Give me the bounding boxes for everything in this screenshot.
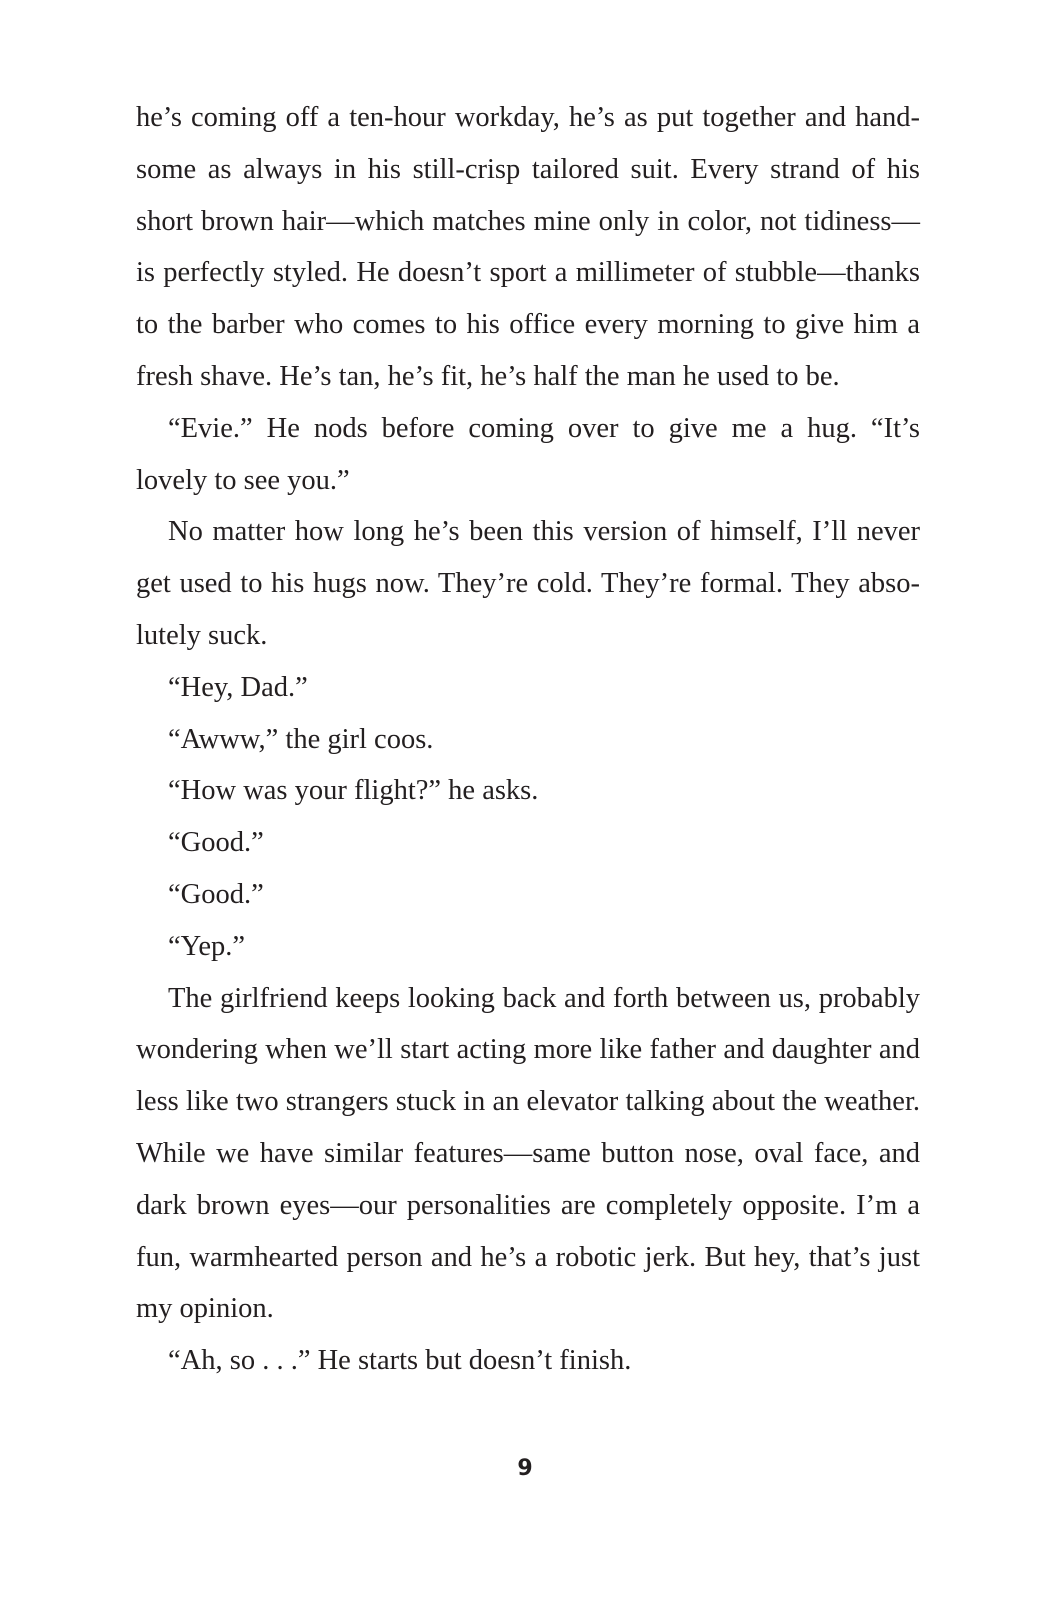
body-text [136,92,920,1387]
paragraph: “How was your flight?” he asks. [168,775,539,807]
page-number: 9 [517,1456,533,1481]
paragraph: “Yep.” [168,930,246,962]
paragraph: “Ah, so . . .” He starts but doesn’t finish. [168,1345,632,1377]
paragraph: The girlfriend keeps looking back and forth between us, probably wondering when we’ll start acting more like father and daughter and less like two strangers stuck in an elevator talking about the weather. While we have similar features—same button nose, oval face, and dark brown eyes—our personalities are completely opposite. I’m a fun, warmhearted person and he’s a robotic jerk. But hey, that’s just my opinion. [136,982,920,1325]
paragraph: “Good.” [168,878,264,910]
paragraph: “Awww,” the girl coos. [168,723,434,755]
paragraph: No matter how long he’s been this version of himself, I’ll never get used to his hugs now. They’re cold. They’re formal. They absolutely suck. [136,516,920,651]
paragraph: “Good.” [168,827,264,859]
paragraph: he’s coming off a ten-hour workday, he’s as put together and handsome as always in his still-crisp tailored suit. Every strand of his short brown hair—which matches mine only in color, not tidiness—is perfectly styled. He doesn’t sport a millimeter of stubble—thanks to the barber who comes to his office every morning to give him a fresh shave. He’s tan, he’s fit, he’s half the man he used to be. [136,102,920,392]
paragraph: “Hey, Dad.” [168,671,308,703]
paragraph: “Evie.” He nods before coming over to give me a hug. “It’s lovely to see you.” [136,412,920,496]
